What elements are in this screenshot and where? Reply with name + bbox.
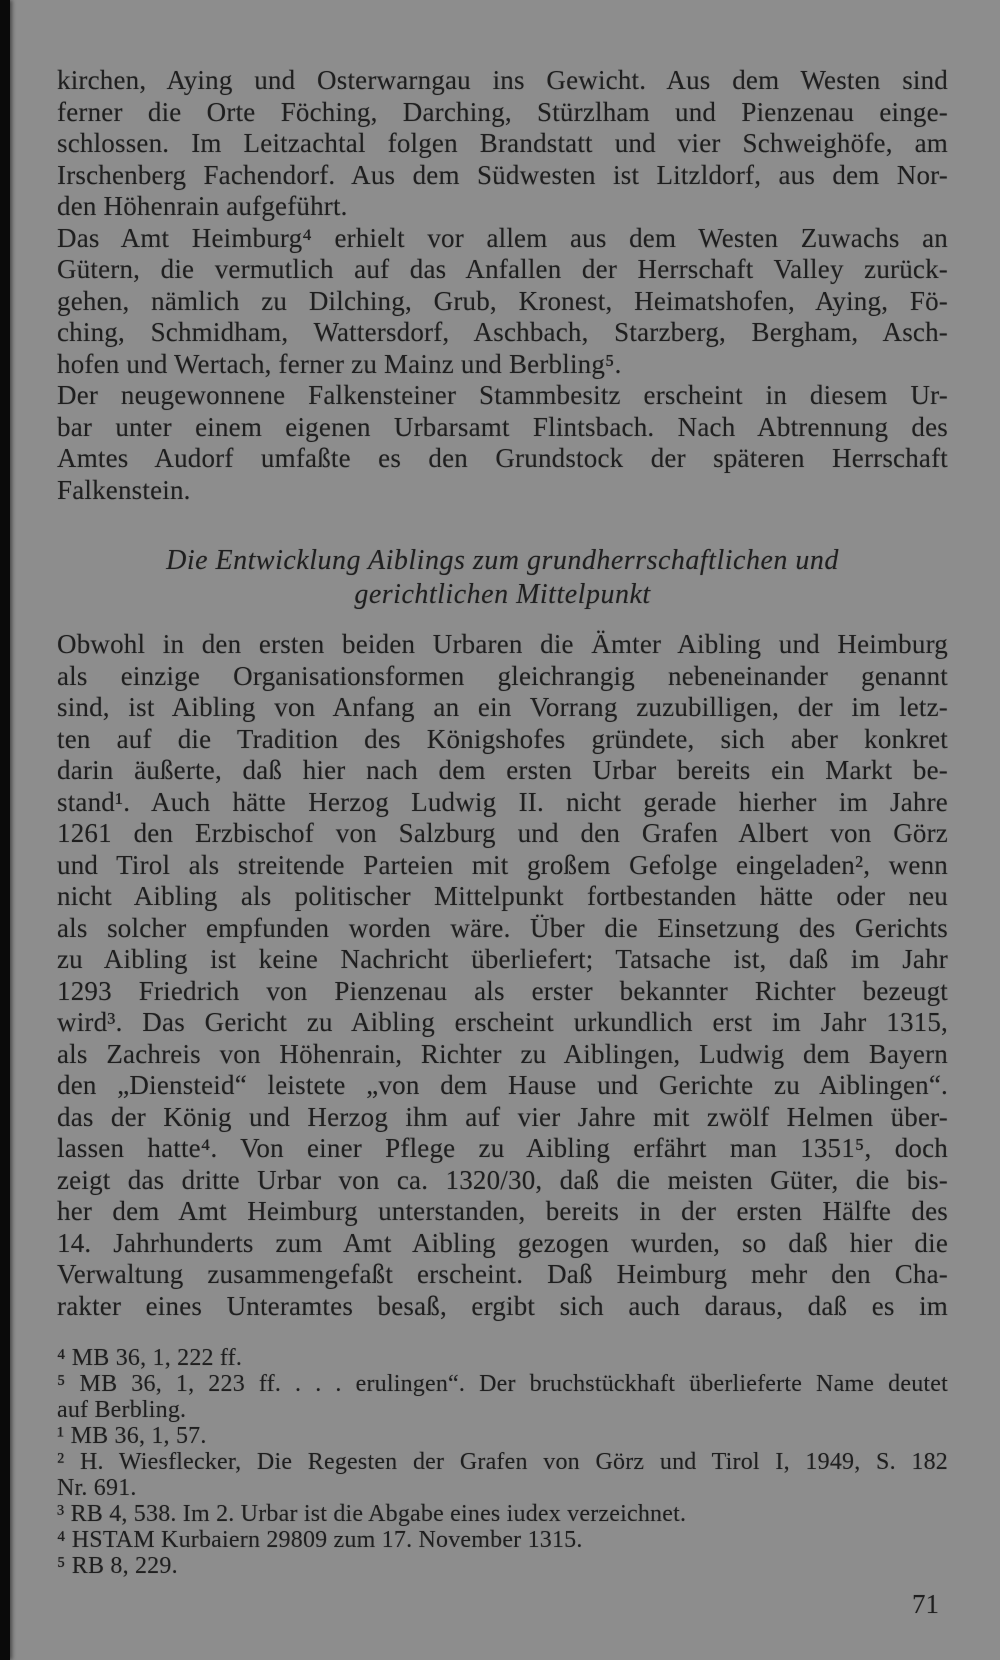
text-line: ten auf die Tradition des Königshofes gründete, sich aber konkret — [57, 723, 948, 754]
text-line: darin äußerte, daß hier nach dem ersten Urbar bereits ein Markt be- — [57, 755, 948, 785]
text-line: stand¹. Auch hätte Herzog Ludwig II. nicht gerade hierher im Jahre — [57, 786, 948, 817]
footnotes — [57, 1345, 948, 1579]
text-line: Das Amt Heimburg⁴ erhielt vor allem aus dem Westen Zuwachs an — [57, 222, 948, 253]
text-line: hofen und Wertach, ferner zu Mainz und Berbling⁵. — [57, 348, 622, 379]
section-heading — [57, 544, 948, 612]
text-line: ching, Schmidham, Wattersdorf, Aschbach, Starzberg, Bergham, Asch- — [57, 317, 948, 347]
text-line: wird³. Das Gericht zu Aibling erscheint urkundlich erst im Jahr 1315, — [57, 1007, 948, 1037]
text-line: lassen hatte⁴. Von einer Pflege zu Aibling erfährt man 1351⁵, doch — [57, 1133, 948, 1163]
paragraph — [57, 65, 948, 223]
text-line: den „Diensteid“ leistete „von dem Hause und Gerichte zu Aiblingen“. — [57, 1070, 948, 1100]
text-line: bar unter einem eigenen Urbarsamt Flintsbach. Nach Abtrennung des — [57, 411, 948, 442]
text-line: Irschenberg Fachendorf. Aus dem Südwesten ist Litzldorf, aus dem Nor- — [57, 159, 948, 190]
text-line: das der König und Herzog ihm auf vier Jahre mit zwölf Helmen über- — [57, 1101, 948, 1132]
text-line: ¹ MB 36, 1, 57. — [57, 1423, 207, 1449]
text-line: gehen, nämlich zu Dilching, Grub, Kronest, Heimatshofen, Aying, Fö- — [57, 285, 948, 316]
text-line: rakter eines Unteramtes besaß, ergibt sich auch daraus, daß es im — [57, 1290, 948, 1321]
text-line: schlossen. Im Leitzachtal folgen Brandstatt und vier Schweighöfe, am — [57, 128, 948, 158]
paragraph — [57, 380, 948, 506]
paragraph — [57, 629, 948, 1322]
text-line: auf Berbling. — [57, 1397, 187, 1423]
text-line: ³ RB 4, 538. Im 2. Urbar ist die Abgabe eines iudex verzeichnet. — [57, 1501, 687, 1527]
text-line: ⁴ MB 36, 1, 222 ff. — [57, 1345, 243, 1371]
body-text-lower — [57, 629, 948, 1322]
text-line: Gütern, die vermutlich auf das Anfallen der Herrschaft Valley zurück- — [57, 254, 948, 284]
text-line: ⁵ MB 36, 1, 223 ff. . . . erulingen“. Der bruchstückhaft überlieferte Name deutet — [57, 1371, 948, 1397]
section-heading-line: Die Entwicklung Aiblings zum grundherrschaftlichen und — [166, 545, 839, 576]
text-line: Nr. 691. — [57, 1475, 137, 1501]
text-line: als Zachreis von Höhenrain, Richter zu Aiblingen, Ludwig dem Bayern — [57, 1038, 948, 1069]
text-line: als einzige Organisationsformen gleichrangig nebeneinander genannt — [57, 660, 948, 691]
scan-edge-artifact — [0, 0, 10, 1660]
text-line: ferner die Orte Föching, Darching, Stürzlham und Pienzenau einge- — [57, 96, 948, 127]
text-line: kirchen, Aying und Osterwarngau ins Gewicht. Aus dem Westen sind — [57, 65, 948, 95]
paragraph — [57, 223, 948, 381]
text-line: 1293 Friedrich von Pienzenau als erster bekannter Richter bezeugt — [57, 975, 948, 1006]
section-heading-line: gerichtlichen Mittelpunkt — [354, 579, 651, 610]
text-line: ⁵ RB 8, 229. — [57, 1553, 178, 1579]
text-line: 14. Jahrhunderts zum Amt Aibling gezogen wurden, so daß hier die — [57, 1227, 948, 1258]
text-line: ² H. Wiesflecker, Die Regesten der Grafen von Görz und Tirol I, 1949, S. 182 — [57, 1449, 948, 1475]
text-line: Amtes Audorf umfaßte es den Grundstock der späteren Herrschaft — [57, 443, 948, 473]
text-line: den Höhenrain aufgeführt. — [57, 191, 348, 221]
text-line: 1261 den Erzbischof von Salzburg und den Grafen Albert von Görz — [57, 818, 948, 848]
text-line: Verwaltung zusammengefaßt erscheint. Daß Heimburg mehr den Cha- — [57, 1259, 948, 1289]
text-line: zu Aibling ist keine Nachricht überliefert; Tatsache ist, daß im Jahr — [57, 944, 948, 974]
text-line: und Tirol als streitende Parteien mit großem Gefolge eingeladen², wenn — [57, 849, 948, 880]
text-line: Obwohl in den ersten beiden Urbaren die Ämter Aibling und Heimburg — [57, 629, 948, 659]
text-line: sind, ist Aibling von Anfang an ein Vorrang zuzubilligen, der im letz- — [57, 692, 948, 722]
text-line: Falkenstein. — [57, 474, 191, 505]
text-line: als solcher empfunden worden wäre. Über die Einsetzung des Gerichts — [57, 912, 948, 943]
page-number: 71 — [912, 1589, 939, 1619]
text-line: nicht Aibling als politischer Mittelpunkt fortbestanden hätte oder neu — [57, 881, 948, 911]
text-line: Der neugewonnene Falkensteiner Stammbesitz erscheint in diesem Ur- — [57, 380, 948, 410]
body-text-upper — [57, 65, 948, 506]
text-line: zeigt das dritte Urbar von ca. 1320/30, daß die meisten Güter, die bis- — [57, 1164, 948, 1195]
text-line: her dem Amt Heimburg unterstanden, bereits in der ersten Hälfte des — [57, 1196, 948, 1226]
text-line: ⁴ HSTAM Kurbaiern 29809 zum 17. November 1315. — [57, 1527, 583, 1553]
